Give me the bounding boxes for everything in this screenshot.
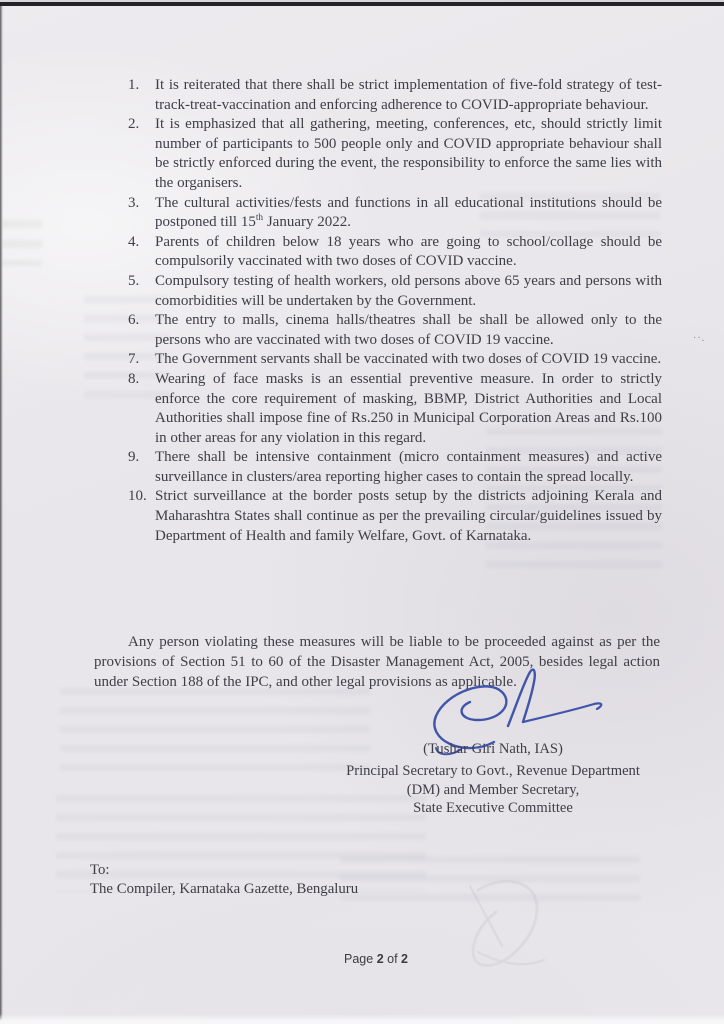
list-item-text: Strict surveillance at the border posts setup by the districts adjoining Kerala and Maharashtra States shall continue as per the prevailing circular/guidelines issued by Department of Health and family Welfare, Govt. of Karnataka. [155, 488, 662, 544]
bleedthrough-signature-ghost [440, 868, 590, 988]
list-item-text: Parents of children below 18 years who are going to school/collage should be compulsorily vaccinated with two doses of COVID vaccine. [155, 233, 662, 270]
addressee-line: The Compiler, Karnataka Gazette, Bengaluru [90, 881, 359, 897]
list-item-text: There shall be intensive containment (micro containment measures) and active surveillance in clusters/area reporting higher cases to contain the spread locally. [155, 449, 662, 485]
list-item [128, 233, 662, 272]
list-item [128, 350, 662, 370]
list-item-number: 5. [128, 272, 140, 289]
list-item [128, 194, 662, 233]
list-item-number: 10. [128, 488, 147, 505]
list-item-text: Wearing of face masks is an essential preventive measure. In order to strictly enforce the core requirement of masking, BBMP, District Authorities and Local Authorities shall impose fine of Rs.250 in Municipal Corporation Areas and Rs.100 in other areas for any violation in this regard. [155, 370, 662, 446]
bleedthrough-smudge [0, 220, 42, 266]
list-item-number: 1. [128, 77, 140, 93]
list-item-number: 7. [128, 351, 140, 368]
footer-total-pages: 2 [401, 952, 408, 966]
list-item-number: 2. [128, 116, 140, 133]
list-item-text: It is emphasized that all gathering, meeting, conferences, etc, should strictly limit number of participants to 500 people only and COVID appropriate behaviour shall be strictly enforced during the event, the responsibility to enforce the same lies with the organisers. [155, 116, 662, 191]
scan-bottom-edge [0, 1014, 724, 1024]
list-item [128, 370, 662, 448]
list-item-text [155, 194, 662, 233]
list-item-text: The Government servants shall be vaccinated with two doses of COVID 19 vaccine. [155, 351, 662, 368]
list-item-text: It is reiterated that there shall be strict implementation of five-fold strategy of test-track-treat-vaccination and enforcing adherence to COVID-appropriate behaviour. [155, 77, 662, 113]
addressee-label: To: [90, 862, 110, 878]
signatory-title-line3: State Executive Committee [413, 800, 573, 817]
list-item-number: 4. [128, 233, 140, 250]
list-item [128, 272, 662, 311]
list-item-text: The entry to malls, cinema halls/theatres shall be shall be allowed only to the persons who are vaccinated with two doses of COVID 19 vaccine. [155, 312, 662, 348]
footer-page-word: Page [344, 952, 374, 966]
signatory-name: (Tushar Giri Nath, IAS) [423, 741, 563, 757]
superscript-th: th [255, 213, 264, 224]
signatory-block [318, 740, 668, 818]
list-item [128, 311, 662, 350]
signatory-title-line1: Principal Secretary to Govt., Revenue Department [346, 762, 640, 779]
list-item [128, 115, 662, 193]
closing-paragraph: Any person violating these measures will be liable to be proceeded against as per the provisions of Section 51 to 60 of the Disaster Management Act, 2005, besides legal action under Section 188 of the IPC, and other legal provisions as applicable. [94, 634, 660, 690]
list-item-text: Compulsory testing of health workers, old persons above 65 years and persons with comorbidities will be undertaken by the Government. [155, 272, 662, 309]
list-item-number: 3. [128, 194, 140, 211]
footer-current-page: 2 [376, 952, 384, 966]
list-item [128, 76, 662, 115]
list-item-text-pre: The cultural activities/fests and functions in all educational institutions should be postponed till 15 [155, 194, 662, 231]
signatory-title-line2: (DM) and Member Secretary, [406, 781, 580, 798]
list-item-number: 8. [128, 370, 140, 387]
list-item [128, 487, 662, 546]
scan-top-edge [0, 0, 724, 7]
list-item [128, 448, 662, 487]
measures-list [128, 76, 662, 546]
list-item-number: 6. [128, 312, 140, 329]
addressee-block [90, 861, 358, 899]
scan-artifact-dots: ··. [693, 333, 706, 344]
page-number-footer [300, 952, 452, 966]
list-item-number: 9. [128, 449, 140, 466]
footer-of-word: of [387, 952, 398, 966]
list-item-text-post: January 2022. [263, 214, 351, 231]
scan-left-edge [0, 6, 3, 1024]
